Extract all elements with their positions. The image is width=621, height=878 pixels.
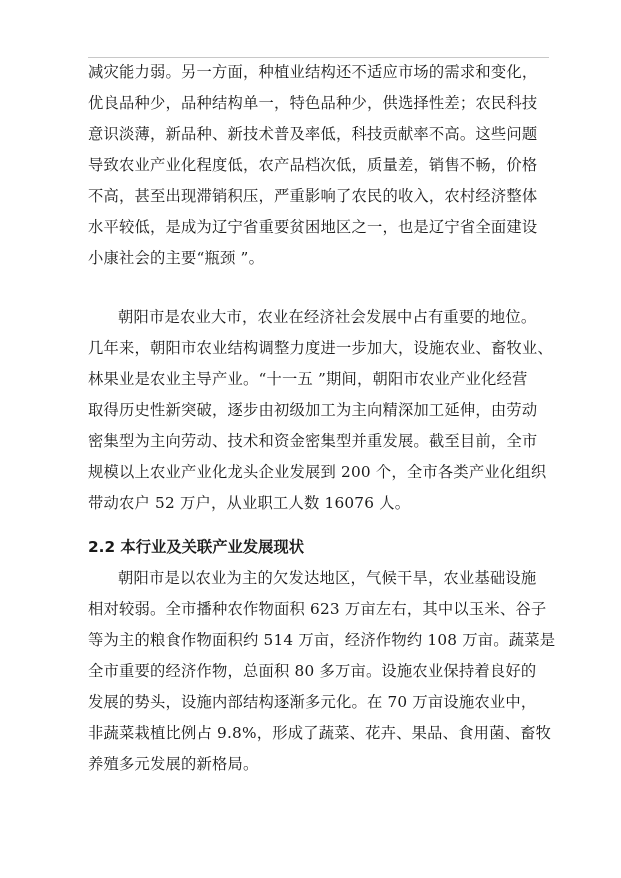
paragraph-2-line: 朝阳市是农业大市，农业在经济社会发展中占有重要的地位。 [118,308,537,326]
paragraph-1-line: 不高，甚至出现滞销积压，严重影响了农民的收入，农村经济整体 [88,187,538,205]
paragraph-1 [88,57,558,274]
section-heading: 2.2 本行业及关联产业发展现状 [88,538,304,556]
paragraph-2-line: 规模以上农业产业化龙头企业发展到 200 个，全市各类产业化组织 [88,463,547,481]
paragraph-3 [88,563,558,780]
paragraph-3-line: 相对较弱。全市播种农作物面积 623 万亩左右，其中以玉米、谷子 [88,600,547,618]
paragraph-3-line: 发展的势头，设施内部结构逐渐多元化。在 70 万亩设施农业中， [88,693,537,711]
paragraph-1-line: 减灾能力弱。另一方面，种植业结构还不适应市场的需求和变化， [88,63,538,81]
paragraph-1-line: 水平较低，是成为辽宁省重要贫困地区之一，也是辽宁省全面建设 [88,218,538,236]
paragraph-3-line: 朝阳市是以农业为主的欠发达地区，气候干旱，农业基础设施 [118,569,537,587]
paragraph-1-line: 小康社会的主要“瓶颈 ”。 [88,249,265,267]
paragraph-2-line: 密集型为主向劳动、技术和资金密集型并重发展。截至目前，全市 [88,432,538,450]
paragraph-1-line: 优良品种少，品种结构单一，特色品种少，供选择性差；农民科技 [88,94,538,112]
paragraph-3-line: 等为主的粮食作物面积约 514 万亩，经济作物约 108 万亩。蔬菜是 [88,631,556,649]
paragraph-2 [88,302,558,519]
paragraph-1-line: 意识淡薄，新品种、新技术普及率低，科技贡献率不高。这些问题 [88,125,538,143]
paragraph-3-line: 非蔬菜栽植比例占 9.8%，形成了蔬菜、花卉、果品、食用菌、畜牧 [88,724,552,742]
paragraph-2-line: 林果业是农业主导产业。“十一五 ”期间，朝阳市农业产业化经营 [88,370,528,388]
paragraph-3-line: 全市重要的经济作物，总面积 80 多万亩。设施农业保持着良好的 [88,662,537,680]
paragraph-2-line: 取得历史性新突破，逐步由初级加工为主向精深加工延伸，由劳动 [88,401,538,419]
paragraph-2-line: 几年来，朝阳市农业结构调整力度进一步加大，设施农业、畜牧业、 [88,339,553,357]
paragraph-2-line: 带动农户 52 万户，从业职工人数 16076 人。 [88,494,411,512]
paragraph-3-line: 养殖多元发展的新格局。 [88,755,259,773]
paragraph-1-line: 导致农业产业化程度低，农产品档次低，质量差，销售不畅，价格 [88,156,538,174]
